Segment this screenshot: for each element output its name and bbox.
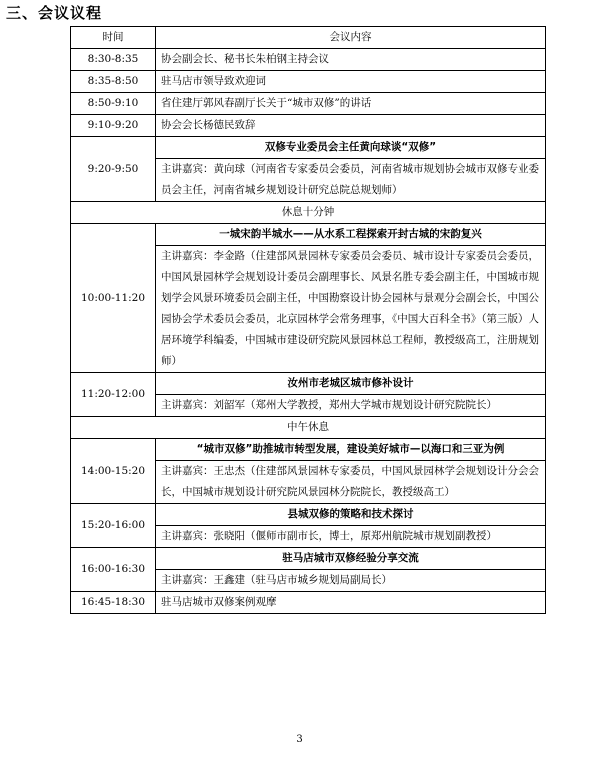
break-label: 中午休息 — [71, 417, 546, 439]
row-content: 协会会长杨德民致辞 — [156, 115, 546, 137]
row-time: 15:20-16:00 — [71, 504, 156, 548]
table-row — [71, 71, 546, 93]
row-content: 驻马店市领导致欢迎词 — [156, 71, 546, 93]
row-session — [156, 548, 546, 592]
row-time: 11:20-12:00 — [71, 373, 156, 417]
agenda-table — [70, 26, 546, 614]
row-session — [156, 137, 546, 202]
table-row — [71, 224, 546, 373]
row-time: 8:30-8:35 — [71, 49, 156, 71]
table-header-row — [71, 27, 546, 49]
break-label: 休息十分钟 — [71, 202, 546, 224]
row-session — [156, 439, 546, 504]
row-content: 驻马店城市双修案例观摩 — [156, 592, 546, 614]
session-topic: 双修专业委员会主任黄向球谈“双修” — [264, 141, 437, 153]
row-content: 省住建厅郭风春副厅长关于“城市双修”的讲话 — [156, 93, 546, 115]
session-speaker: 主讲嘉宾：黄向球（河南省专家委员会委员，河南省城市规划协会城市双修专业委员会主任，河南省城乡规划设计研究总院总规划师） — [161, 163, 539, 196]
session-topic: “城市双修”助推城市转型发展，建设美好城市—以海口和三亚为例 — [196, 443, 505, 455]
session-topic: 驻马店城市双修经验分享交流 — [282, 552, 419, 564]
header-time: 时间 — [71, 27, 156, 49]
table-row — [71, 93, 546, 115]
session-topic: 县城双修的策略和技术探讨 — [287, 508, 414, 520]
row-time: 9:10-9:20 — [71, 115, 156, 137]
table-row — [71, 439, 546, 504]
header-content: 会议内容 — [156, 27, 546, 49]
row-time: 9:20-9:50 — [71, 137, 156, 202]
break-row — [71, 417, 546, 439]
session-speaker: 主讲嘉宾：李金路（住建部风景园林专家委员会委员、城市设计专家委员会委员，中国风景园林学会规划设计委员会副理事长、风景名胜专委会副主任，中国城市规划学会风景环境委员会副主任，中国勘察设计协会园林与景观分会副会长，中国公园协会学术委员会委员，北京园林学会常务理事，《中国大百科全书》（第三版）人居环境学科编委，中国城市建设研究院风景园林总工程师，教授级高工，注册规划师） — [161, 250, 539, 367]
row-time: 14:00-15:20 — [71, 439, 156, 504]
table-row — [71, 49, 546, 71]
session-speaker: 主讲嘉宾：张晓阳（偃师市副市长，博士，原郑州航院城市规划副教授） — [161, 530, 497, 542]
table-row — [71, 373, 546, 417]
table-row — [71, 548, 546, 592]
break-row — [71, 202, 546, 224]
table-row — [71, 115, 546, 137]
table-row — [71, 592, 546, 614]
row-time: 16:45-18:30 — [71, 592, 156, 614]
session-speaker: 主讲嘉宾：刘韶军（郑州大学教授，郑州大学城市规划设计研究院院长） — [161, 399, 497, 411]
table-row — [71, 137, 546, 202]
session-topic: 汝州市老城区城市修补设计 — [287, 377, 414, 389]
row-session — [156, 504, 546, 548]
session-topic: 一城宋韵半城水——从水系工程探索开封古城的宋韵复兴 — [219, 228, 482, 240]
page-number: 3 — [296, 734, 303, 745]
row-time: 8:35-8:50 — [71, 71, 156, 93]
row-time: 10:00-11:20 — [71, 224, 156, 373]
section-title: 三、会议议程 — [6, 4, 103, 22]
row-time: 16:00-16:30 — [71, 548, 156, 592]
row-time: 8:50-9:10 — [71, 93, 156, 115]
row-session — [156, 373, 546, 417]
session-speaker: 主讲嘉宾：王忠杰（住建部风景园林专家委员，中国风景园林学会规划设计分会会长，中国城市规划设计研究院风景园林分院院长，教授级高工） — [161, 465, 539, 498]
row-session — [156, 224, 546, 373]
session-speaker: 主讲嘉宾：王鑫建（驻马店市城乡规划局副局长） — [161, 574, 392, 586]
table-row — [71, 504, 546, 548]
row-content: 协会副会长、秘书长朱柏钢主持会议 — [156, 49, 546, 71]
